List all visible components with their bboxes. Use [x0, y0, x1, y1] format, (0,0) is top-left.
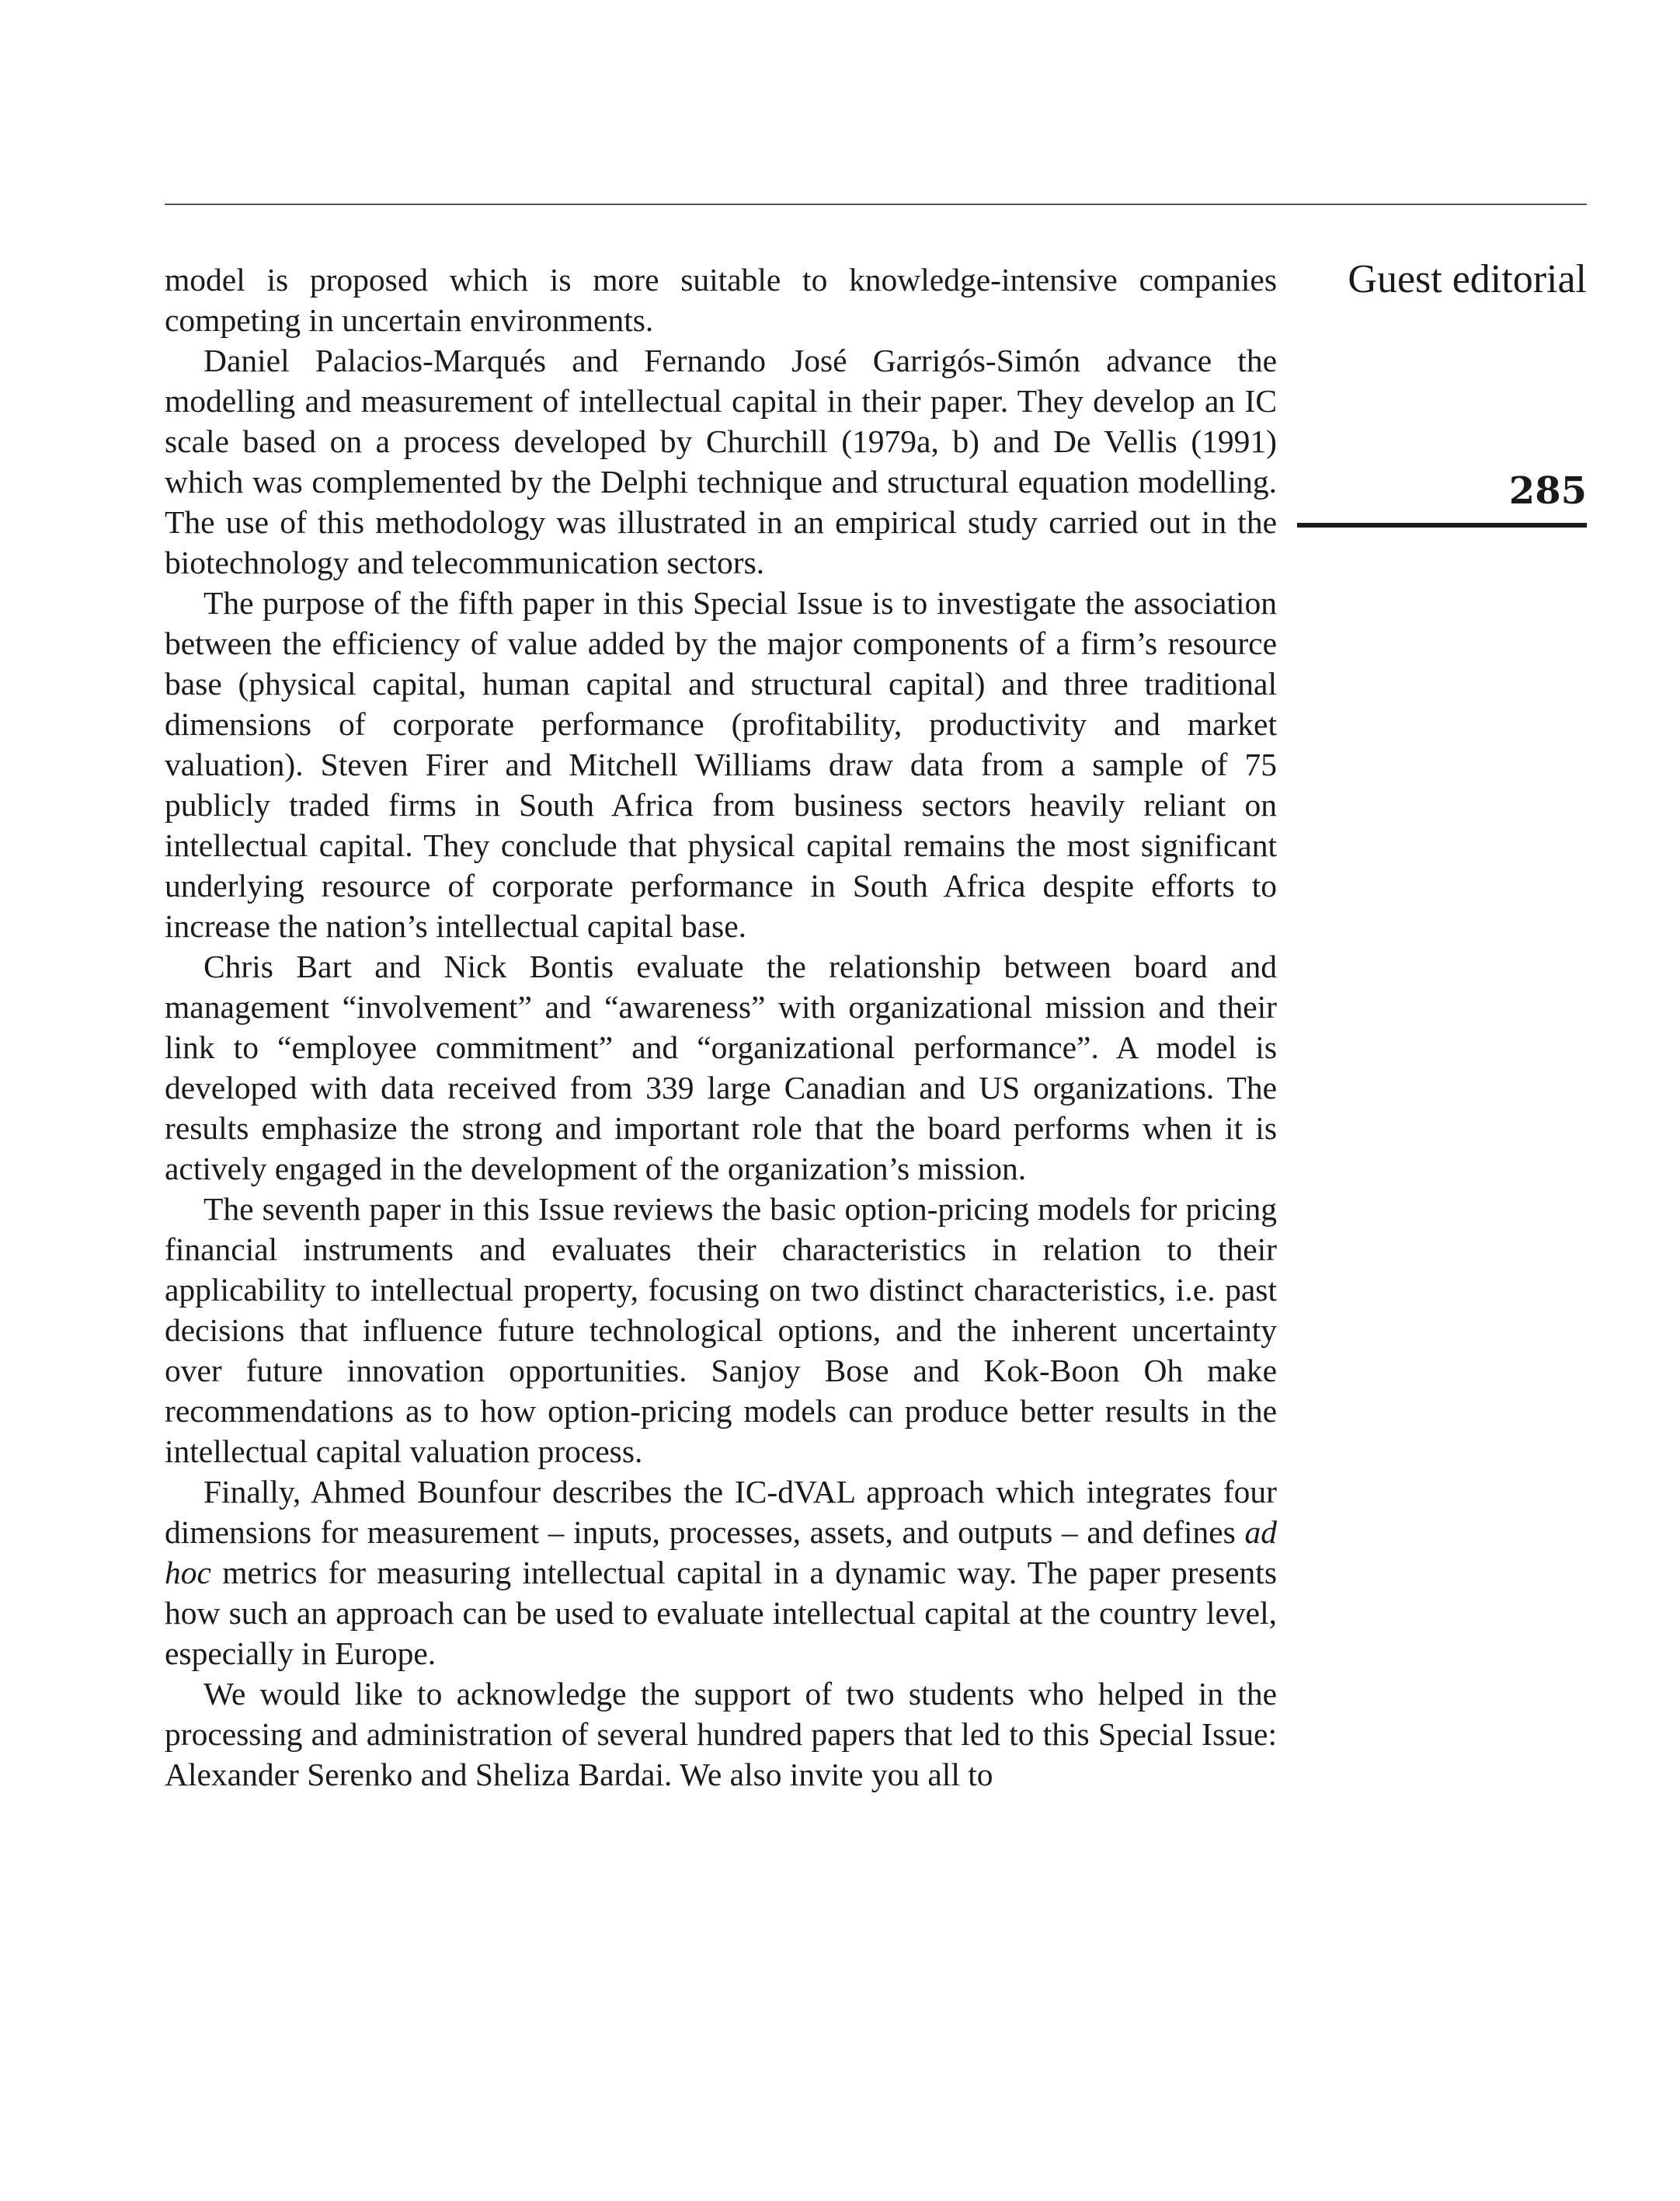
paragraph-palacios-garrigos: Daniel Palacios-Marqués and Fernando José Garrigós-Simón advance the modelling and measurement of intellectual capital in their paper. They develop an IC scale based on a process developed by Churchill (1979a, b) and De Vellis (1991) which was complemented by the Delphi technique and structural equation modelling. The use of this methodology was illustrated in an empirical study carried out in the biotechnology and telecommunication sectors.	[165, 343, 1277, 580]
body-text	[165, 259, 1277, 1795]
paragraph-bart-bontis: Chris Bart and Nick Bontis evaluate the relationship between board and management “involvement” and “awareness” with organizational mission and their link to “employee commitment” and “organizational performance”. A model is developed with data received from 339 large Canadian and US organizations. The results emphasize the strong and important role that the board performs when it is actively engaged in the development of the organization’s mission.	[165, 949, 1277, 1186]
paragraph-acknowledgement: We would like to acknowledge the support of two students who helped in the processing and administration of several hundred papers that led to this Special Issue: Alexander Serenko and Sheliza Bardai. We also invite you all to	[165, 1676, 1277, 1792]
running-head: Guest editorial	[1348, 257, 1587, 301]
header-rule	[165, 204, 1587, 205]
emphasis-ad-hoc: ad hoc	[165, 1514, 1277, 1590]
paragraph-continuation: model is proposed which is more suitable to knowledge-intensive companies competing in uncertain environments.	[165, 262, 1277, 338]
paragraph-bounfour	[165, 1471, 1277, 1673]
page-number: 285	[1508, 469, 1587, 513]
page-number-rule	[1297, 523, 1587, 528]
paragraph-bounfour-part-2: metrics for measuring intellectual capital in a dynamic way. The paper presents how such an approach can be used to evaluate intellectual capital at the country level, especially in Europe.	[165, 1555, 1277, 1671]
paragraph-fifth-paper: The purpose of the fifth paper in this Special Issue is to investigate the association between the efficiency of value added by the major components of a firm’s resource base (physical capital, human capital and structural capital) and three traditional dimensions of corporate performance (profitability, productivity and market valuation). Steven Firer and Mitchell Williams draw data from a sample of 75 publicly traded firms in South Africa from business sectors heavily reliant on intellectual capital. They conclude that physical capital remains the most significant underlying resource of corporate performance in South Africa despite efforts to increase the nation’s intellectual capital base.	[165, 585, 1277, 944]
paragraph-seventh-paper: The seventh paper in this Issue reviews the basic option-pricing models for pricing financial instruments and evaluates their characteristics in relation to their applicability to intellectual property, focusing on two distinct characteristics, i.e. past decisions that influence future technological options, and the inherent uncertainty over future innovation opportunities. Sanjoy Bose and Kok-Boon Oh make recommendations as to how option-pricing models can produce better results in the intellectual capital valuation process.	[165, 1191, 1277, 1469]
paragraph-bounfour-part-1: Finally, Ahmed Bounfour describes the IC-dVAL approach which integrates four dimensions for measurement – inputs, processes, assets, and outputs – and defines	[165, 1474, 1277, 1550]
